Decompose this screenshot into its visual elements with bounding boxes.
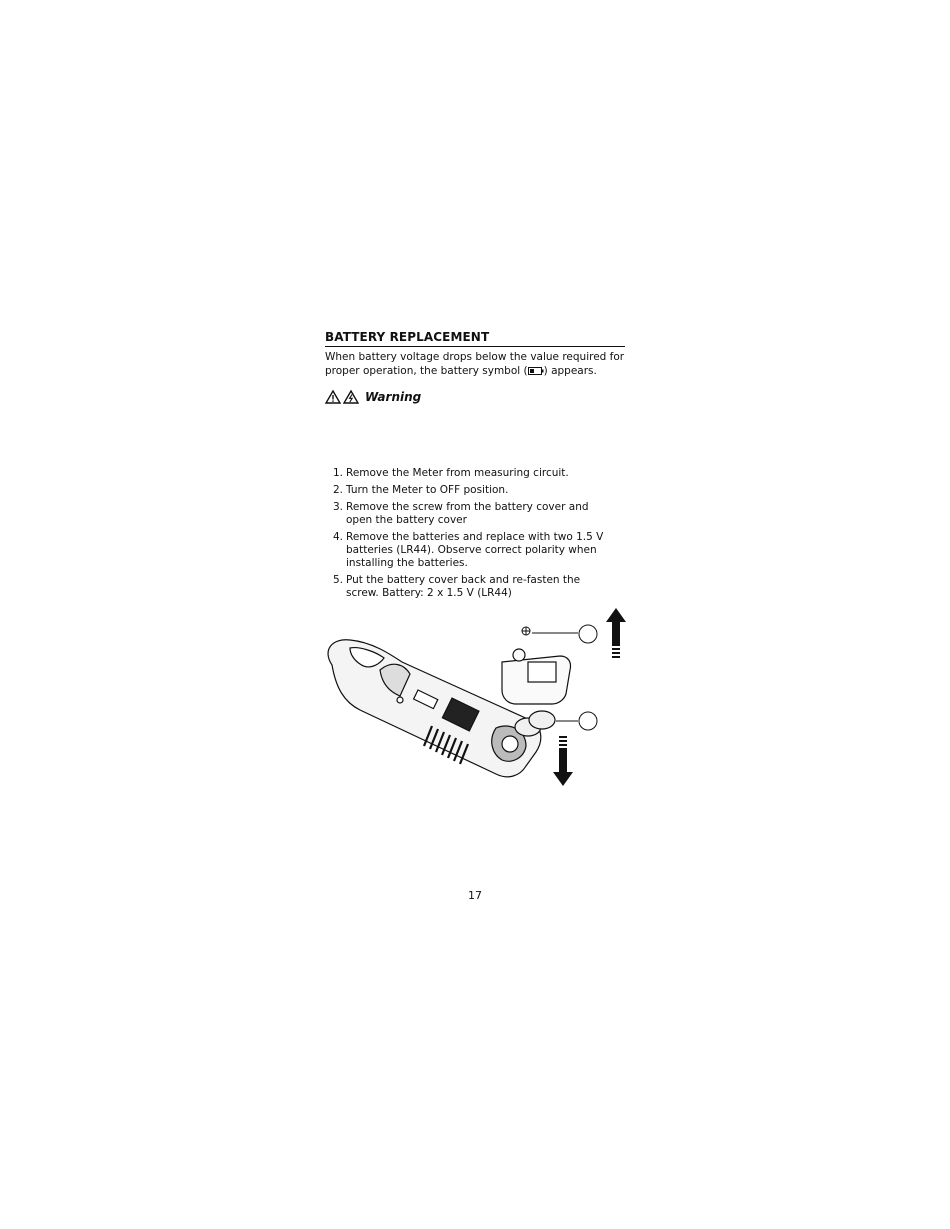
shock-hazard-icon: [343, 390, 359, 404]
arrow-up-icon: [606, 608, 626, 658]
list-item: 5. Put the battery cover back and re-fasten the screw. Battery: 2 x 1.5 V (LR44): [333, 574, 581, 599]
battery-cover-illustration: [502, 649, 571, 704]
battery-replacement-illustration: [320, 600, 640, 800]
screw-icon: [522, 627, 530, 635]
list-item: 4. Remove the batteries and replace with two 1.5 V batteries (LR44). Observe correct polarity when installing the batteries.: [333, 531, 604, 569]
steps-list: [333, 467, 633, 604]
warning-label: Warning: [365, 390, 422, 404]
coin-battery-icon: [515, 711, 555, 736]
list-item: 3. Remove the screw from the battery cover and open the battery cover: [333, 501, 589, 526]
clamp-meter-illustration: [328, 640, 541, 777]
callout-circle: [579, 712, 597, 730]
callout-circle: [579, 625, 597, 643]
arrow-down-icon: [553, 736, 573, 786]
intro-text-before: When battery voltage drops below the value required for proper operation, the battery symbol (: [325, 351, 625, 377]
section-title: BATTERY REPLACEMENT: [325, 330, 625, 347]
intro-paragraph: [325, 351, 625, 378]
page-number: 17: [468, 889, 482, 902]
warning-triangle-icon: [325, 390, 341, 404]
list-item: 2. Turn the Meter to OFF position.: [333, 484, 509, 496]
battery-replacement-section: [325, 330, 625, 404]
battery-icon: [528, 366, 544, 374]
intro-text-after: ) appears.: [543, 364, 597, 377]
warning-heading: [325, 390, 625, 404]
list-item: 1. Remove the Meter from measuring circuit.: [333, 467, 569, 479]
